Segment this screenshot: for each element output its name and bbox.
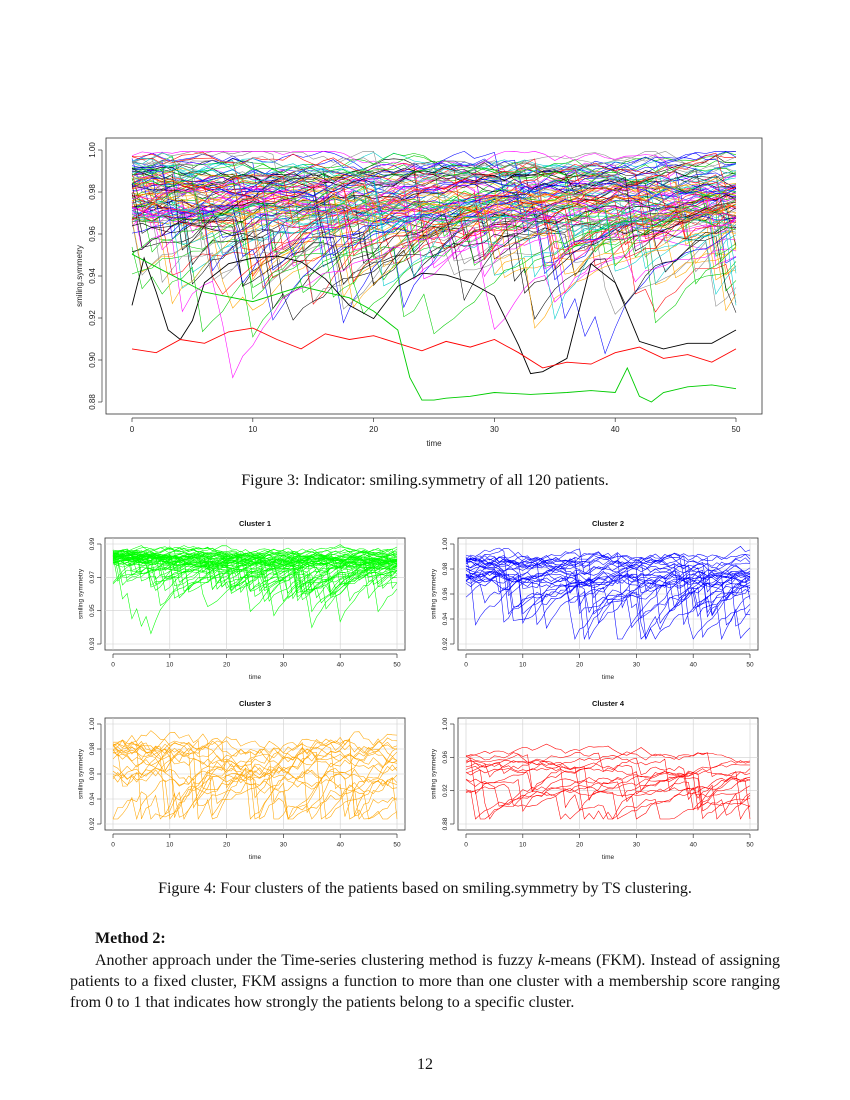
series-line — [466, 769, 750, 819]
y-axis-label: smiling.symmetry — [75, 245, 84, 307]
x-tick-label: 0 — [464, 661, 468, 669]
x-tick-label: 20 — [575, 841, 584, 849]
series-line-highlight — [132, 256, 736, 374]
x-tick-label: 40 — [336, 841, 344, 849]
cluster-2-chart — [423, 512, 768, 684]
x-tick-label: 20 — [369, 425, 379, 434]
y-axis-label: smiling symmetry — [430, 568, 438, 620]
x-tick-label: 30 — [632, 661, 641, 669]
cluster-4-chart — [423, 692, 768, 864]
section-heading: Method 2: — [95, 930, 166, 947]
x-tick-label: 10 — [166, 841, 174, 849]
y-tick-label: 0.98 — [88, 184, 97, 200]
x-axis-label: time — [248, 674, 262, 681]
x-tick-label: 0 — [129, 425, 135, 434]
x-tick-label: 50 — [746, 661, 754, 669]
x-tick-label: 0 — [111, 661, 115, 669]
y-tick-label: 0.92 — [442, 784, 449, 797]
y-axis-label: smiling symmetry — [430, 748, 438, 800]
y-tick-label: 0.96 — [442, 751, 449, 764]
x-tick-label: 10 — [519, 661, 527, 669]
y-tick-label: 0.88 — [88, 394, 97, 410]
paragraph-k-symbol: k — [537, 952, 545, 969]
x-tick-label: 10 — [166, 661, 174, 669]
x-tick-label: 40 — [689, 841, 697, 849]
y-axis-label: smiling symmetry — [77, 748, 85, 800]
chart-title: Cluster 4 — [591, 699, 625, 708]
series-line — [132, 215, 736, 312]
x-tick-label: 50 — [393, 841, 401, 849]
y-tick-label: 0.93 — [89, 637, 96, 651]
series-line — [466, 784, 750, 819]
y-tick-label: 0.97 — [89, 571, 96, 584]
x-tick-label: 0 — [111, 841, 115, 849]
x-axis-label: time — [601, 854, 615, 861]
x-tick-label: 30 — [279, 661, 288, 669]
y-tick-label: 1.00 — [88, 142, 97, 158]
series-line — [113, 756, 397, 820]
series-line — [113, 751, 397, 819]
x-tick-label: 10 — [248, 425, 258, 434]
chart-title: Cluster 3 — [238, 699, 272, 708]
y-tick-label: 0.88 — [442, 817, 449, 831]
series-line — [113, 734, 397, 812]
series-line — [466, 786, 750, 819]
y-tick-label: 0.94 — [88, 268, 97, 284]
y-tick-label: 1.00 — [442, 537, 449, 551]
figure-3-chart — [70, 130, 770, 455]
x-axis-label: time — [601, 674, 615, 681]
series-line — [113, 738, 397, 819]
series-line — [113, 769, 397, 806]
y-tick-label: 0.98 — [89, 742, 96, 756]
x-tick-label: 50 — [746, 841, 754, 849]
y-axis-label: smiling symmetry — [77, 568, 85, 620]
series-line — [466, 777, 750, 819]
x-tick-label: 10 — [519, 841, 527, 849]
paragraph-text-before: Another approach under the Time-series clustering method is fuzzy — [95, 952, 538, 969]
x-tick-label: 30 — [279, 841, 288, 849]
y-tick-label: 0.94 — [442, 612, 449, 626]
x-tick-label: 20 — [575, 661, 584, 669]
paragraph-text-after: -means (FKM). Instead of assigning patients to a fixed cluster, FKM assigns a function to more than one cluster with a membership score ranging from 0 to 1 that indicates how strongly the patients belong to a specific cluster. — [70, 952, 780, 1011]
cluster-3-chart — [70, 692, 415, 864]
y-tick-label: 0.96 — [88, 226, 97, 242]
y-tick-label: 0.92 — [89, 817, 96, 831]
x-axis-label: time — [248, 854, 262, 861]
series-line — [466, 752, 750, 819]
chart-title: Cluster 1 — [238, 519, 272, 528]
y-tick-label: 1.00 — [442, 717, 449, 731]
y-tick-label: 0.95 — [89, 604, 96, 617]
y-tick-label: 0.99 — [89, 537, 96, 551]
x-tick-label: 40 — [336, 661, 344, 669]
x-tick-label: 40 — [610, 425, 620, 434]
plot-frame — [458, 718, 758, 830]
figure-4-caption: Figure 4: Four clusters of the patients based on smiling.symmetry by TS clustering. — [158, 880, 692, 897]
x-tick-label: 20 — [222, 661, 231, 669]
y-tick-label: 0.90 — [89, 767, 96, 781]
y-tick-label: 0.94 — [89, 792, 96, 806]
y-tick-label: 0.90 — [88, 352, 97, 368]
chart-title: Cluster 2 — [591, 519, 625, 528]
series-line — [113, 740, 397, 819]
y-tick-label: 0.92 — [442, 637, 449, 651]
series-line — [466, 554, 750, 615]
cluster-1-chart — [70, 512, 415, 684]
x-tick-label: 40 — [689, 661, 697, 669]
y-tick-label: 1.00 — [89, 717, 96, 731]
x-tick-label: 30 — [489, 425, 499, 434]
x-tick-label: 30 — [632, 841, 641, 849]
page-number: 12 — [417, 1056, 433, 1073]
y-tick-label: 0.98 — [442, 562, 449, 576]
x-axis-label: time — [426, 439, 442, 448]
series-line — [466, 754, 750, 809]
body-paragraph — [70, 950, 780, 1013]
x-tick-label: 50 — [731, 425, 741, 434]
series-line — [466, 553, 750, 639]
x-tick-label: 0 — [464, 841, 468, 849]
y-tick-label: 0.96 — [442, 587, 449, 601]
x-tick-label: 50 — [393, 661, 401, 669]
x-tick-label: 20 — [222, 841, 231, 849]
y-tick-label: 0.92 — [88, 310, 97, 326]
figure-3-caption: Figure 3: Indicator: smiling.symmetry of all 120 patients. — [241, 472, 609, 489]
